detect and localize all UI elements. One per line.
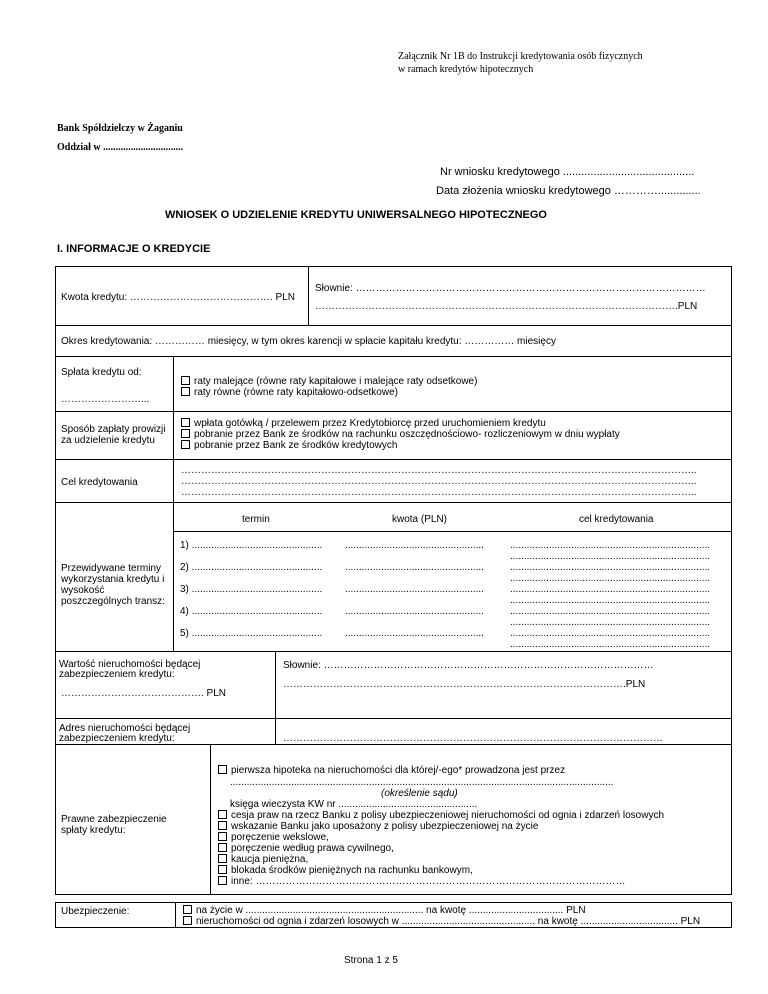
commission-option-loan-funds[interactable]: pobranie przez Bank ze środków kredytowych bbox=[181, 440, 397, 451]
bank-branch: Oddział w ................................ bbox=[57, 142, 184, 153]
commission-option-account[interactable]: pobranie przez Bank ze środków na rachunku oszczędnościowo- rozliczeniowym w dniu wypłaty bbox=[181, 429, 620, 440]
checkbox-icon[interactable] bbox=[183, 905, 192, 914]
checkbox-icon[interactable] bbox=[218, 821, 227, 830]
property-value-field[interactable]: ……………………………………. PLN bbox=[61, 688, 227, 699]
purpose-line-3[interactable]: ……………………………………………………………………………………………………………………………………….. bbox=[181, 487, 697, 498]
purpose-line-1[interactable]: ……………………………………………………………………………………………………………………………………….. bbox=[181, 465, 697, 476]
court-label: (określenie sądu) bbox=[381, 788, 458, 799]
checkbox-icon[interactable] bbox=[218, 832, 227, 841]
tranche-purpose-lines[interactable]: ........................................................................ ........................................................................ ........................................................................ ........................................................................ ........................................................................ ........................................................................ ........................................................................ ........................................................................ ........................................................................ ........................................................................ bbox=[510, 540, 711, 650]
insurance-label: Ubezpieczenie: bbox=[61, 906, 130, 917]
commission-option-cash[interactable]: wpłata gotówką / przelewem przez Kredytobiorcę przed uruchomieniem kredytu bbox=[181, 418, 546, 429]
tranche-term-3[interactable]: 3) ............................................... bbox=[180, 584, 323, 595]
loan-period-field[interactable]: Okres kredytowania: …………… miesięcy, w tym okres karencji w spłacie kapitału kredytu: …………… miesięcy bbox=[61, 336, 556, 347]
checkbox-icon[interactable] bbox=[218, 810, 227, 819]
security-label: Prawne zabezpieczenie spłaty kredytu: bbox=[61, 814, 167, 836]
land-register-field[interactable]: księga wieczysta KW nr .................................................. bbox=[230, 799, 478, 810]
insurance-property[interactable]: nieruchomości od ognia i zdarzeń losowych w ................................................ na kwotę ................................... PLN bbox=[183, 916, 700, 927]
loan-amount-field[interactable]: Kwota kredytu: ……………………………………. PLN bbox=[61, 292, 295, 303]
application-number[interactable]: Nr wniosku kredytowego ........................................... bbox=[440, 166, 695, 178]
security-option-civil-guarantee[interactable]: poręczenie według prawa cywilnego, bbox=[218, 843, 394, 854]
checkbox-icon[interactable] bbox=[181, 418, 190, 427]
security-option-mortgage[interactable]: pierwsza hipoteka na nieruchomości dla której/-ego* prowadzona jest przez bbox=[218, 765, 565, 776]
property-address-label: Adres nieruchomości będącej zabezpieczeniem kredytu: bbox=[59, 723, 191, 744]
tranche-term-4[interactable]: 4) ............................................... bbox=[180, 606, 323, 617]
repayment-blank[interactable]: ……………………... bbox=[61, 394, 150, 405]
page-number: Strona 1 z 5 bbox=[344, 955, 398, 966]
attachment-note-line1: Załącznik Nr 1B do Instrukcji kredytowania osób fizycznych bbox=[398, 51, 643, 62]
tranche-amount-1[interactable]: .................................................. bbox=[345, 540, 484, 551]
checkbox-icon[interactable] bbox=[181, 387, 190, 396]
property-value-words-line2[interactable]: ………………………………………………………………………………………….PLN bbox=[283, 679, 646, 690]
property-address-field[interactable]: …………………………………………………………………………………………………… bbox=[283, 733, 663, 744]
repayment-option-decreasing[interactable]: raty malejące (równe raty kapitałowe i malejące raty odsetkowe) bbox=[181, 376, 477, 387]
security-option-cession[interactable]: cesja praw na rzecz Banku z polisy ubezpieczeniowej nieruchomości od ognia i zdarzeń losowych bbox=[218, 810, 664, 821]
tranche-term-2[interactable]: 2) ............................................... bbox=[180, 562, 323, 573]
checkbox-icon[interactable] bbox=[218, 876, 227, 885]
repayment-option-equal[interactable]: raty równe (równe raty kapitałowo-odsetkowe) bbox=[181, 387, 398, 398]
tranche-term-5[interactable]: 5) ............................................... bbox=[180, 628, 323, 639]
security-option-promissory[interactable]: poręczenie wekslowe, bbox=[218, 832, 329, 843]
commission-label-line1: Sposób zapłaty prowizji bbox=[61, 424, 166, 435]
checkbox-icon[interactable] bbox=[218, 765, 227, 774]
security-option-deposit[interactable]: kaucja pieniężna, bbox=[218, 854, 308, 865]
tranche-amount-4[interactable]: .................................................. bbox=[345, 606, 484, 617]
property-value-label: Wartość nieruchomości będącej zabezpieczeniem kredytu: bbox=[59, 659, 201, 680]
column-header-amount: kwota (PLN) bbox=[392, 514, 448, 525]
tranche-amount-2[interactable]: .................................................. bbox=[345, 562, 484, 573]
column-header-purpose: cel kredytowania bbox=[579, 514, 654, 525]
purpose-line-2[interactable]: ……………………………………………………………………………………………………………………………………….. bbox=[181, 476, 697, 487]
property-value-words-line1[interactable]: Słownie: ……………………………………………………………………………………… bbox=[283, 660, 654, 671]
checkbox-icon[interactable] bbox=[183, 916, 192, 925]
checkbox-icon[interactable] bbox=[218, 854, 227, 863]
section-title: I. INFORMACJE O KREDYCIE bbox=[57, 243, 211, 255]
tranches-label: Przewidywane terminy wykorzystania kredytu i wysokość poszczególnych transz: bbox=[61, 563, 165, 607]
security-option-beneficiary[interactable]: wskazanie Banku jako uposażony z polisy ubezpieczeniowej na życie bbox=[218, 821, 538, 832]
tranche-amount-3[interactable]: .................................................. bbox=[345, 584, 484, 595]
attachment-note-line2: w ramach kredytów hipotecznych bbox=[398, 64, 534, 75]
commission-label-line2: za udzielenie kredytu bbox=[61, 435, 155, 446]
application-date[interactable]: Data złożenia wniosku kredytowego ………….............. bbox=[436, 185, 701, 197]
court-line[interactable]: .......................................................................................................................................... bbox=[230, 777, 614, 788]
loan-amount-words-line1[interactable]: Słownie: …………………………………………………………………………………………… bbox=[315, 283, 706, 294]
checkbox-icon[interactable] bbox=[181, 376, 190, 385]
tranche-term-1[interactable]: 1) ............................................... bbox=[180, 540, 323, 551]
tranche-amount-5[interactable]: .................................................. bbox=[345, 628, 484, 639]
loan-amount-words-line2[interactable]: ……………………………………………………………………………………………….PLN bbox=[315, 301, 698, 312]
security-option-blockade[interactable]: blokada środków pieniężnych na rachunku bankowym, bbox=[218, 865, 473, 876]
column-header-term: termin bbox=[242, 514, 270, 525]
bank-name: Bank Spółdzielczy w Żaganiu bbox=[57, 123, 183, 134]
checkbox-icon[interactable] bbox=[218, 843, 227, 852]
checkbox-icon[interactable] bbox=[181, 440, 190, 449]
checkbox-icon[interactable] bbox=[218, 865, 227, 874]
purpose-label: Cel kredytowania bbox=[61, 477, 138, 488]
security-option-other[interactable]: inne: ………………………………………………………………………………………………… bbox=[218, 876, 625, 887]
page-title: WNIOSEK O UDZIELENIE KREDYTU UNIWERSALNEGO HIPOTECZNEGO bbox=[165, 209, 547, 221]
insurance-life[interactable]: na życie w ................................................................ na kwotę .................................. PLN bbox=[183, 905, 586, 916]
repayment-label: Spłata kredytu od: bbox=[61, 367, 142, 378]
checkbox-icon[interactable] bbox=[181, 429, 190, 438]
